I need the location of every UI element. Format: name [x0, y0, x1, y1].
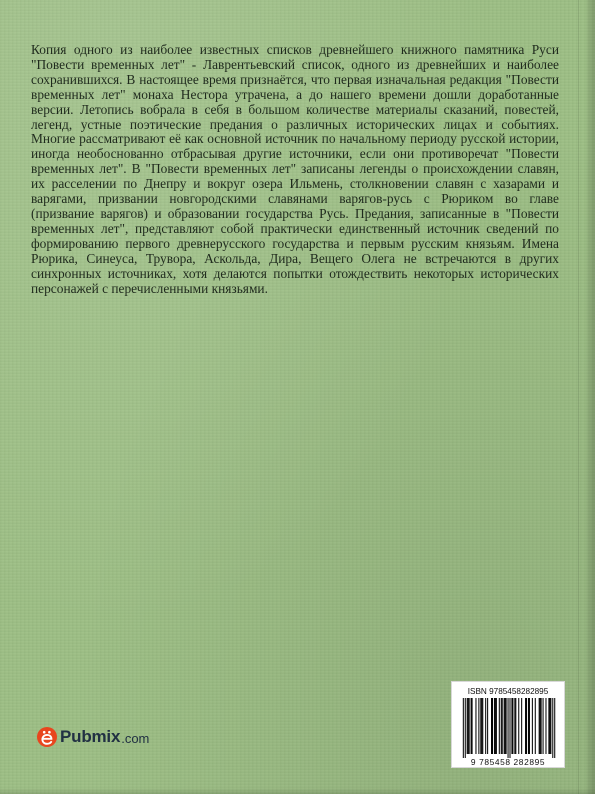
- cover-bottom-edge: [0, 788, 595, 794]
- cover-spine-edge: [585, 0, 595, 794]
- publisher-logo-glyph: [37, 727, 57, 747]
- publisher-logo: [37, 725, 149, 749]
- cover-spine-line: [578, 0, 579, 794]
- publisher-logo-icon: [37, 727, 57, 747]
- barcode-icon: [456, 698, 562, 758]
- isbn-barcode-box: [451, 681, 565, 768]
- isbn-label: ISBN 9785458282895: [467, 687, 549, 696]
- publisher-domain-suffix: .com: [121, 731, 150, 746]
- barcode-digits: 9 785458 282895: [470, 757, 546, 767]
- book-description: Копия одного из наиболее известных списков древнейшего книжного памятника Руси "Повести временных лет" - Лаврентьевский список, одного из древнейших и наиболее сохранившихся. В настоящее время признаётся, что первая изначальная редакция "Повести временных лет" монаха Нестора утрачена, а до нашего времени дошли доработанные версии. Летопись вобрала в себя в большом количестве материалы сказаний, повестей, легенд, устные поэтические предания о различных исторических лицах и событиях. Многие рассматривают её как основной источник по начальному периоду русской истории, иногда необоснованно отбрасывая другие источники, если они противоречат "Повести временных лет". В "Повести временных лет" записаны легенды о происхождении славян, их расселении по Днепру и вокруг озера Ильмень, столкновении славян с хазарами и варягами, призвании новгородскими славянами варягов-русь с Рюриком во главе (призвание варягов) и образовании государства Русь. Предания, записанные в "Повести временных лет", представляют собой практически единственный источник сведений по формированию первого древнерусского государства и первым русским князьям. Имена Рюрика, Синеуса, Трувора, Аскольда, Дира, Вещего Олега не встречаются в других синхронных источниках, хотя делаются попытки отождествить некоторых исторических персонажей с перечисленными князьями.: [31, 42, 559, 296]
- publisher-name: Pubmix: [60, 727, 121, 746]
